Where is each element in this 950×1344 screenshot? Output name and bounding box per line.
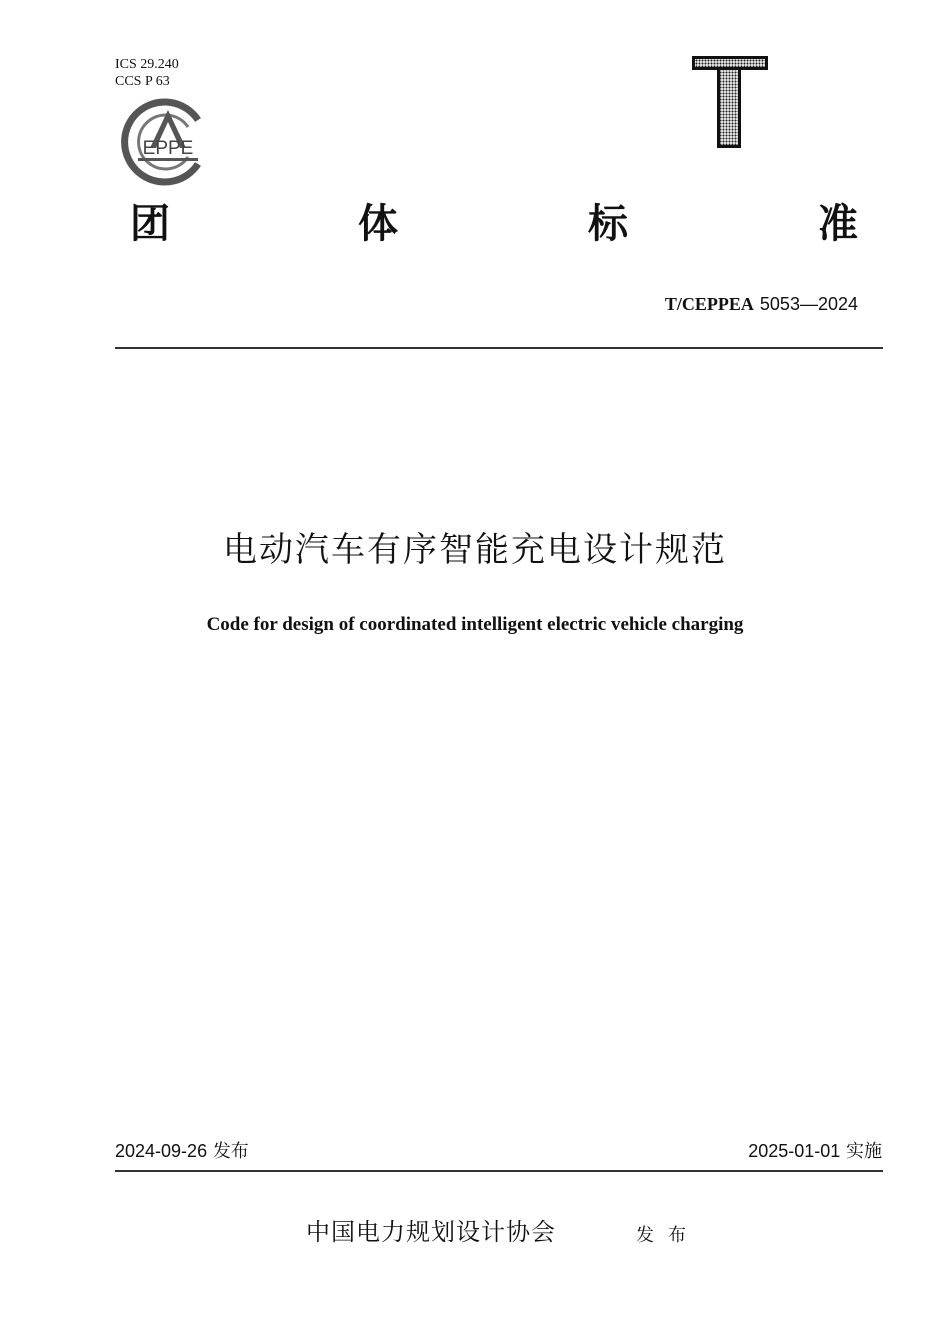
logo-text: EPPE: [142, 138, 194, 159]
publisher-name: 中国电力规划设计协会: [306, 1218, 556, 1246]
standard-prefix: T/CEPPEA: [664, 294, 754, 314]
implement-date: 2025-01-01: [748, 1141, 841, 1161]
implement-date-line: [748, 1139, 882, 1164]
header-divider: [115, 347, 883, 349]
implement-label: 实施: [846, 1141, 882, 1162]
classification-codes: [115, 56, 179, 90]
footer-divider: [115, 1170, 883, 1172]
title-chinese: 电动汽车有序智能充电设计规范: [223, 530, 727, 570]
ccs-code: CCS P 63: [115, 74, 170, 89]
standard-number: [665, 292, 858, 317]
category-char-1: 团: [130, 201, 170, 247]
category-char-3: 标: [588, 201, 628, 247]
publish-date: 2024-09-26: [115, 1141, 208, 1161]
group-standard-t-emblem: [692, 56, 768, 148]
category-char-2: 体: [358, 201, 398, 247]
publisher-action: 发布: [636, 1225, 700, 1246]
category-char-4: 准: [818, 201, 858, 247]
standard-code: 5053—2024: [759, 294, 858, 314]
publish-date-line: [115, 1139, 249, 1164]
title-english: Code for design of coordinated intelligent electric vehicle charging: [206, 614, 744, 635]
association-logo: [120, 94, 216, 190]
ics-code: ICS 29.240: [115, 57, 179, 72]
publish-label: 发布: [212, 1141, 249, 1162]
